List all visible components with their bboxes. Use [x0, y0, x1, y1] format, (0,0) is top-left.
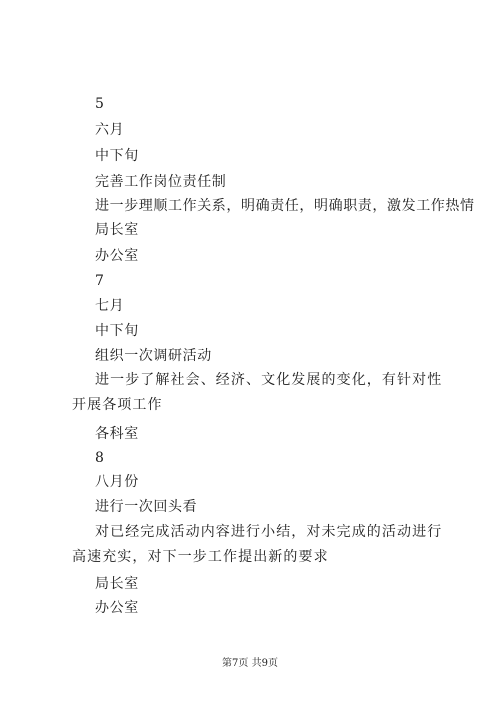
activity-description: 进一步理顺工作关系，明确责任，明确职责，激发工作热情 — [95, 198, 475, 214]
responsible-unit: 局长室 — [95, 222, 139, 238]
page-footer: 第7页 共9页 — [222, 658, 278, 669]
activity-title: 进行一次回头看 — [95, 499, 198, 515]
month: 六月 — [95, 122, 125, 138]
month: 八月份 — [95, 474, 139, 490]
item-number: 8 — [95, 450, 105, 466]
responsible-unit: 局长室 — [95, 576, 139, 592]
period: 中下旬 — [95, 323, 139, 339]
activity-title: 完善工作岗位责任制 — [95, 174, 227, 190]
activity-title: 组织一次调研活动 — [95, 348, 212, 364]
period: 中下旬 — [95, 148, 139, 164]
month: 七月 — [95, 298, 125, 314]
responsible-unit: 办公室 — [95, 248, 139, 264]
item-number: 5 — [95, 96, 105, 112]
activity-description: 进一步了解社会、经济、文化发展的变化，有针对性开展各项工作 — [72, 372, 443, 413]
item-number: 7 — [95, 273, 105, 289]
activity-description: 对已经完成活动内容进行小结，对未完成的活动进行高速充实，对下一步工作提出新的要求 — [72, 524, 443, 565]
responsible-unit: 各科室 — [95, 426, 139, 442]
responsible-unit: 办公室 — [95, 600, 139, 616]
